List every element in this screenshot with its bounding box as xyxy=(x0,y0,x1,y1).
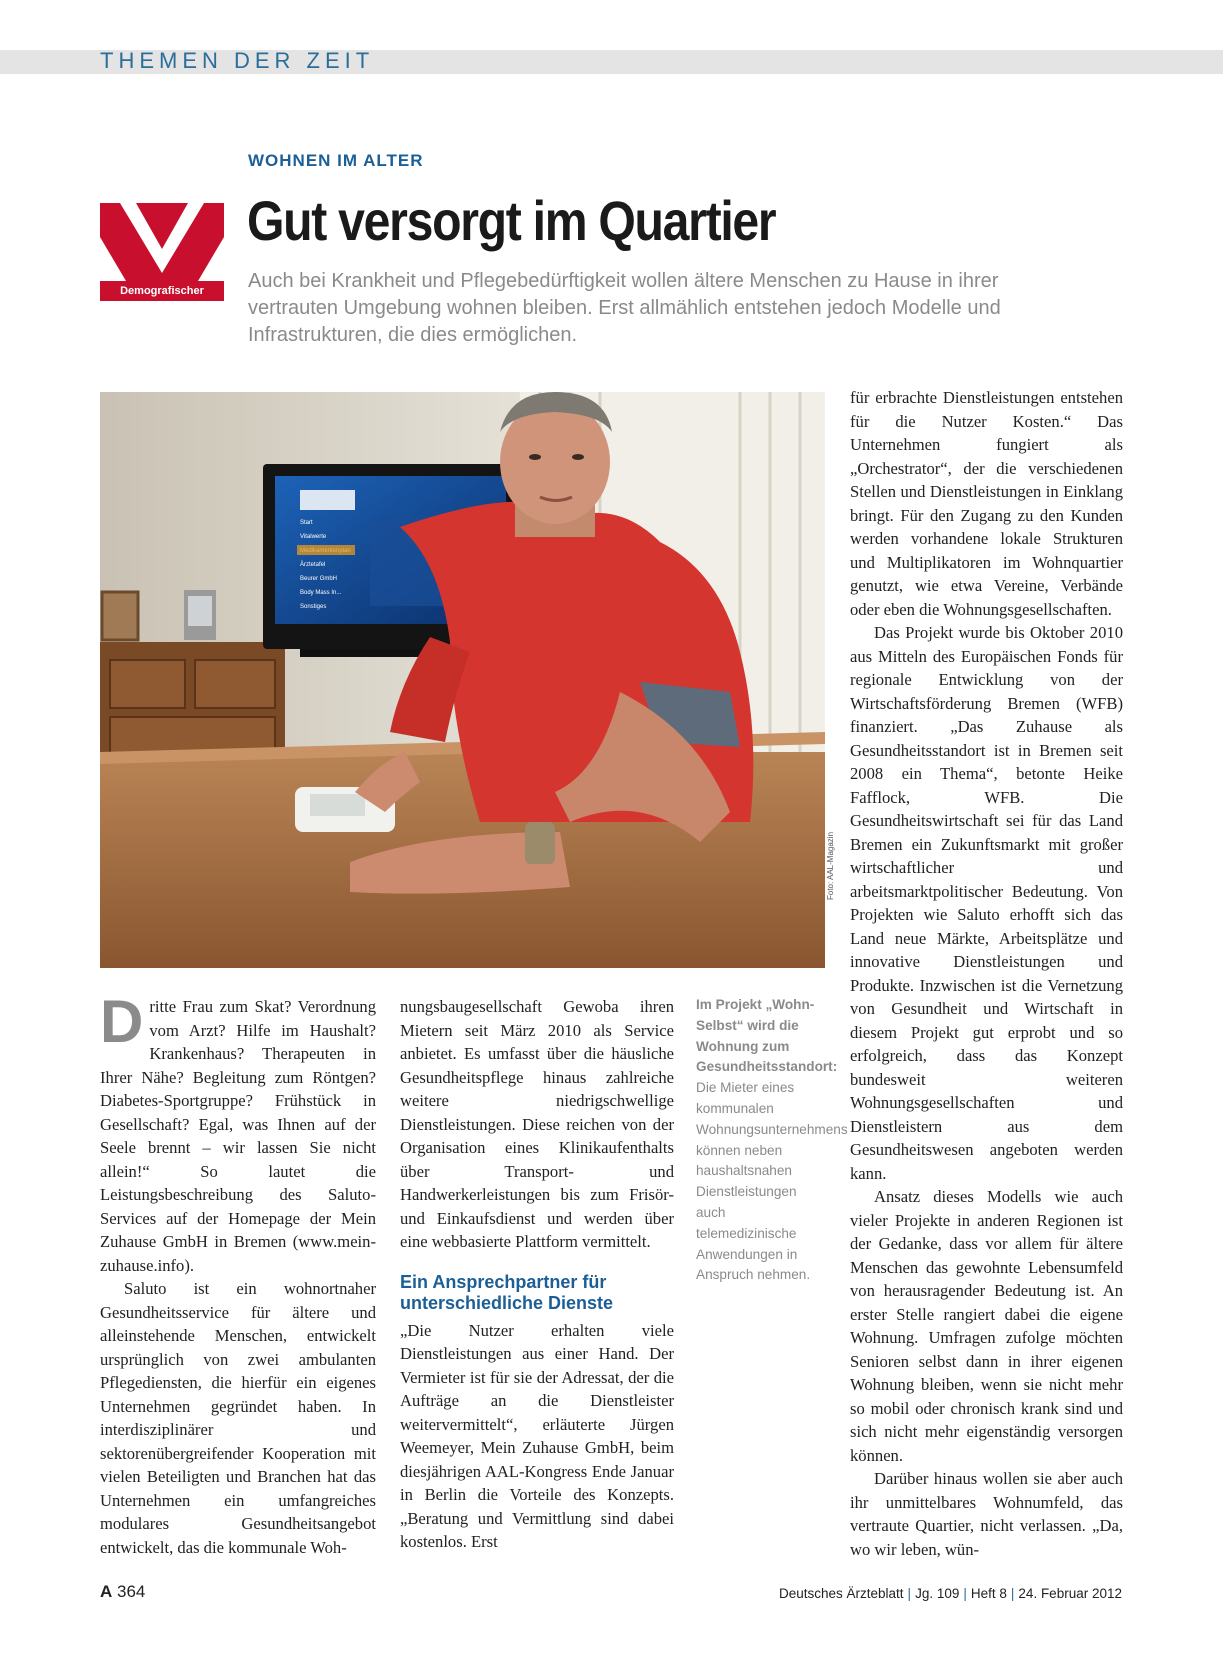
logo-graphic xyxy=(100,203,224,281)
tv-menu-item: Beurer GmbH xyxy=(300,576,338,582)
body-column-3 xyxy=(850,386,1123,1561)
article-kicker: WOHNEN IM ALTER xyxy=(248,151,424,170)
logo-label: Demografischer Wandel xyxy=(100,281,224,301)
body-paragraph: Saluto ist ein wohnortnaher Gesundheitsservice für ältere und alleinstehende Menschen, entwickelt ursprünglich von zwei ambulanten Pflegediensten, die hierfür ein eigenes Unternehmen gegründet haben. In interdisziplinärer und sektorenübergreifender Kooperation mit vielen Beteiligten und Branchen hat das Unternehmen ein umfangreiches modulares Gesundheitsangebot entwickelt, das die kommunale Woh- xyxy=(100,1279,376,1557)
demografischer-wandel-logo xyxy=(100,203,224,317)
article-title: Gut versorgt im Quartier xyxy=(247,189,776,252)
article-lead: Auch bei Krankheit und Pflegebedürftigkeit wollen ältere Menschen zu Hause in ihrer vertrauten Umgebung wohnen bleiben. Erst allmählich entstehen jedoch Modelle und Infrastrukturen, die dies ermöglichen. xyxy=(248,270,1001,346)
tv-menu-item: Ärztetafel xyxy=(300,562,326,568)
journal-volume: Jg. 109 xyxy=(915,1586,960,1601)
body-paragraph: Dritte Frau zum Skat? Verordnung vom Arzt? Hilfe im Haushalt? Krankenhaus? Therapeuten in Ihrer Nähe? Begleitung zum Röntgen? Diabetes-Sportgruppe? Frühstück in Gesellschaft? Egal, was Ihnen auf der Seele brennt – wir lassen Sie nicht allein!“ So lautet die Leistungsbeschreibung des Saluto-Services auf der Homepage der Mein Zuhause GmbH in Bremen (www.mein-zuhause.info). xyxy=(100,988,376,1275)
photo-credit: Foto: AAL-Magazin xyxy=(826,831,835,900)
caption-title: Im Projekt „Wohn-Selbst“ wird die Wohnung zum Gesundheitsstandort: xyxy=(696,997,838,1075)
journal-issue: Heft 8 xyxy=(970,1586,1007,1601)
body-column-1 xyxy=(100,988,376,1559)
dropcap: D xyxy=(100,988,144,1055)
body-paragraph: Darüber hinaus wollen sie aber auch ihr unmittelbares Wohnumfeld, das vertraute Quartier, nicht verlassen. „Da, wo wir leben, wün- xyxy=(850,1469,1123,1559)
tv-menu-item: Start xyxy=(300,520,313,526)
article-photo xyxy=(100,392,825,968)
body-paragraph: „Die Nutzer erhalten viele Dienstleistungen aus einer Hand. Der Vermieter ist für sie der Adressat, der die Aufträge an die Dienstleister weitervermittelt“, erläuterte Jürgen Weemeyer, Mein Zuhause GmbH, beim diesjährigen AAL-Kongress Ende Januar in Berlin die Vorteile des Konzepts. „Beratung und Vermittlung sind dabei kostenlos. Erst xyxy=(400,1320,674,1551)
body-column-2 xyxy=(400,995,674,1554)
journal-footer: Deutsches Ärzteblatt | Jg. 109 | Heft 8 | 24. Februar 2012 xyxy=(778,1586,1122,1601)
body-paragraph: nungsbaugesellschaft Gewoba ihren Mietern seit März 2010 als Service anbietet. Es umfasst über die häusliche Gesundheitspflege hinaus zahlreiche weitere niedrigschwellige Dienstleistungen. Diese reichen von der Organisation eines Klinikaufenthalts über Transport- und Handwerkerleistungen bis zum Frisör- und Einkaufsdienst und werden über eine webbasierte Plattform vermittelt. xyxy=(400,997,674,1251)
tv-menu-item: Vitalwerte xyxy=(300,534,327,540)
caption-text: Die Mieter eines kommunalen Wohnungsunternehmens können neben haushaltsnahen Dienstleistungen auch telemedizinische Anwendungen in Anspruch nehmen. xyxy=(696,1080,848,1283)
body-paragraph: für erbrachte Dienstleistungen entstehen für die Nutzer Kosten.“ Das Unternehmen fungiert als „Orchestrator“, der die verschiedenen Stellen und Dienstleistungen in Einklang bringt. Für den Zugang zu den Kunden werden vorhandene lokale Strukturen und Multiplikatoren im Wohnquartier genutzt, wie etwa Vereine, Verbände oder eben die Wohnungsgesellschaften. xyxy=(850,388,1123,619)
subheading: Ein Ansprechpartner für unterschiedliche Dienste xyxy=(400,1271,614,1313)
body-paragraph: Das Projekt wurde bis Oktober 2010 aus Mitteln des Europäischen Fonds für regionale Entwicklung von der Wirtschaftsförderung Bremen (WFB) finanziert. „Das Zuhause als Gesundheitsstandort ist in Bremen seit 2008 ein Thema“, betonte Heike Fafflock, WFB. Die Gesundheitswirtschaft sei für das Land Bremen ein Zukunftsmarkt mit großer wirtschaftlicher und arbeitsmarktpolitischer Bedeutung. Von Projekten wie Saluto erhofft sich das Land neue Märkte, Arbeitsplätze und innovative Dienstleistungen und Produkte. Inzwischen ist die Vernetzung von Gesundheit und Wirtschaft in diesem Projekt gut erprobt und so erfolgreich, dass das Konzept bundesweit weiteren Wohnungsgesellschaften und Dienstleistern aus dem Gesundheitswesen angeboten werden kann. xyxy=(850,623,1123,1183)
journal-name: Deutsches Ärzteblatt xyxy=(778,1586,904,1601)
tv-menu-item: Sonstiges xyxy=(300,604,327,610)
photo-caption xyxy=(696,995,848,1286)
section-heading: THEMEN DER ZEIT xyxy=(100,48,375,73)
journal-date: 24. Februar 2012 xyxy=(1018,1586,1122,1601)
page-number: A 364 xyxy=(100,1582,146,1601)
body-paragraph: Ansatz dieses Modells wie auch vieler Projekte in anderen Regionen ist der Gedanke, dass vor allem für ältere Menschen das gewohnte Lebensumfeld von herausragender Bedeutung ist. An erster Stelle rangiert dabei die eigene Wohnung. Umfragen zufolge möchten Senioren selbst dann in ihrer eigenen Wohnung bleiben, wenn sie nicht mehr so mobil oder chronisch krank sind und sich nicht mehr eigenständig versorgen können. xyxy=(850,1187,1123,1465)
tv-menu-item: Body Mass In... xyxy=(300,590,342,596)
